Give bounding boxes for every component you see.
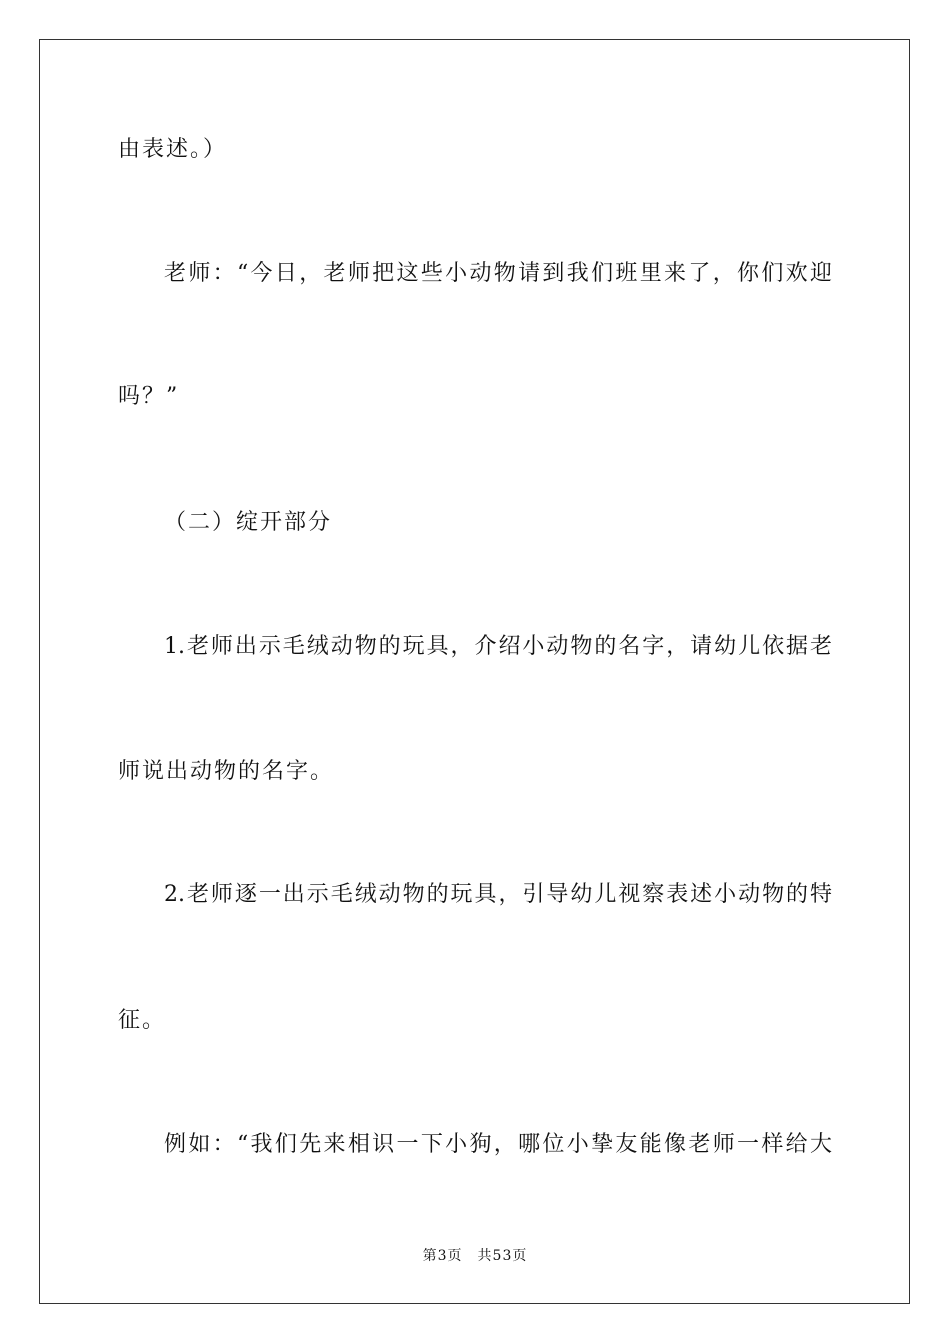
text-line-5: 1.老师出示毛绒动物的玩具，介绍小动物的名字，请幼儿依据老 — [164, 634, 832, 659]
text-line-2: 老师：“今日，老师把这些小动物请到我们班里来了，你们欢迎 — [164, 261, 832, 286]
text-line-9: 例如：“我们先来相识一下小狗，哪位小挚友能像老师一样给大 — [164, 1132, 832, 1157]
text-line-8: 征。 — [118, 1008, 167, 1033]
page-number-footer: 第3页 共53页 — [422, 1248, 528, 1264]
text-line-3: 吗？” — [118, 384, 180, 409]
text-line-1: 由表述。） — [118, 137, 228, 162]
page-border — [39, 39, 910, 1304]
section-heading: （二）绽开部分 — [164, 510, 333, 535]
text-line-7: 2.老师逐一出示毛绒动物的玩具，引导幼儿视察表述小动物的特 — [164, 882, 832, 907]
text-line-6: 师说出动物的名字。 — [118, 759, 335, 784]
